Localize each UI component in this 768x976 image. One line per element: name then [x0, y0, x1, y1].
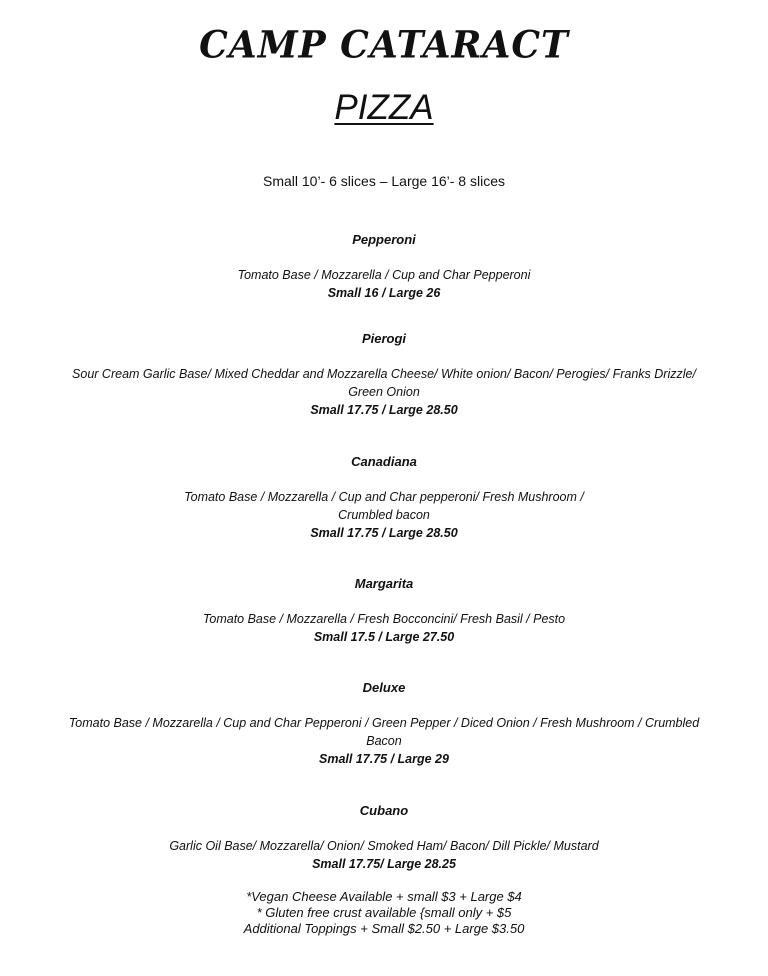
item-price: Small 17.5 / Large 27.50: [313, 630, 455, 644]
item-description: Tomato Base / Mozzarella / Cup and Char Pepperoni / Green Pepper / Diced Onion / Fresh Mushroom / Crumbled: [68, 716, 700, 730]
restaurant-title: CAMP CATARACT: [199, 22, 569, 68]
item-description: Tomato Base / Mozzarella / Cup and Char pepperoni/ Fresh Mushroom /: [184, 490, 584, 504]
item-description: Bacon: [366, 734, 402, 748]
item-description: Sour Cream Garlic Base/ Mixed Cheddar and Mozzarella Cheese/ White onion/ Bacon/ Perogies/ Franks Drizzle/: [72, 367, 696, 381]
item-price: Small 16 / Large 26: [327, 286, 441, 300]
menu-item: [0, 453, 768, 542]
item-name: Margarita: [354, 576, 414, 591]
item-description: Crumbled bacon: [338, 508, 430, 522]
item-name: Deluxe: [362, 680, 406, 695]
item-description: Garlic Oil Base/ Mozzarella/ Onion/ Smoked Ham/ Bacon/ Dill Pickle/ Mustard: [169, 839, 599, 853]
size-info: Small 10’- 6 slices – Large 16’- 8 slices: [263, 173, 505, 189]
note-gluten-free: * Gluten free crust available {small only + $5: [256, 905, 512, 920]
item-name: Pierogi: [361, 331, 407, 346]
note-toppings: Additional Toppings + Small $2.50 + Large $3.50: [243, 921, 525, 936]
menu-item: [0, 802, 768, 873]
menu-section-title: PIZZA: [334, 88, 434, 127]
item-name: Cubano: [359, 803, 409, 818]
note-vegan: *Vegan Cheese Available + small $3 + Large $4: [246, 889, 522, 904]
item-price: Small 17.75 / Large 28.50: [310, 526, 458, 540]
item-price: Small 17.75 / Large 28.50: [310, 403, 458, 417]
menu-item: [0, 575, 768, 646]
menu-notes: [0, 889, 768, 937]
item-name: Canadiana: [351, 454, 417, 469]
menu-item: [0, 231, 768, 302]
item-description: Tomato Base / Mozzarella / Cup and Char Pepperoni: [237, 268, 531, 282]
item-price: Small 17.75/ Large 28.25: [312, 857, 456, 871]
item-name: Pepperoni: [352, 232, 416, 247]
item-description: Green Onion: [348, 385, 420, 399]
item-price: Small 17.75 / Large 29: [319, 752, 449, 766]
menu-item: [0, 330, 768, 419]
menu-item: [0, 679, 768, 768]
item-description: Tomato Base / Mozzarella / Fresh Bocconcini/ Fresh Basil / Pesto: [202, 612, 566, 626]
